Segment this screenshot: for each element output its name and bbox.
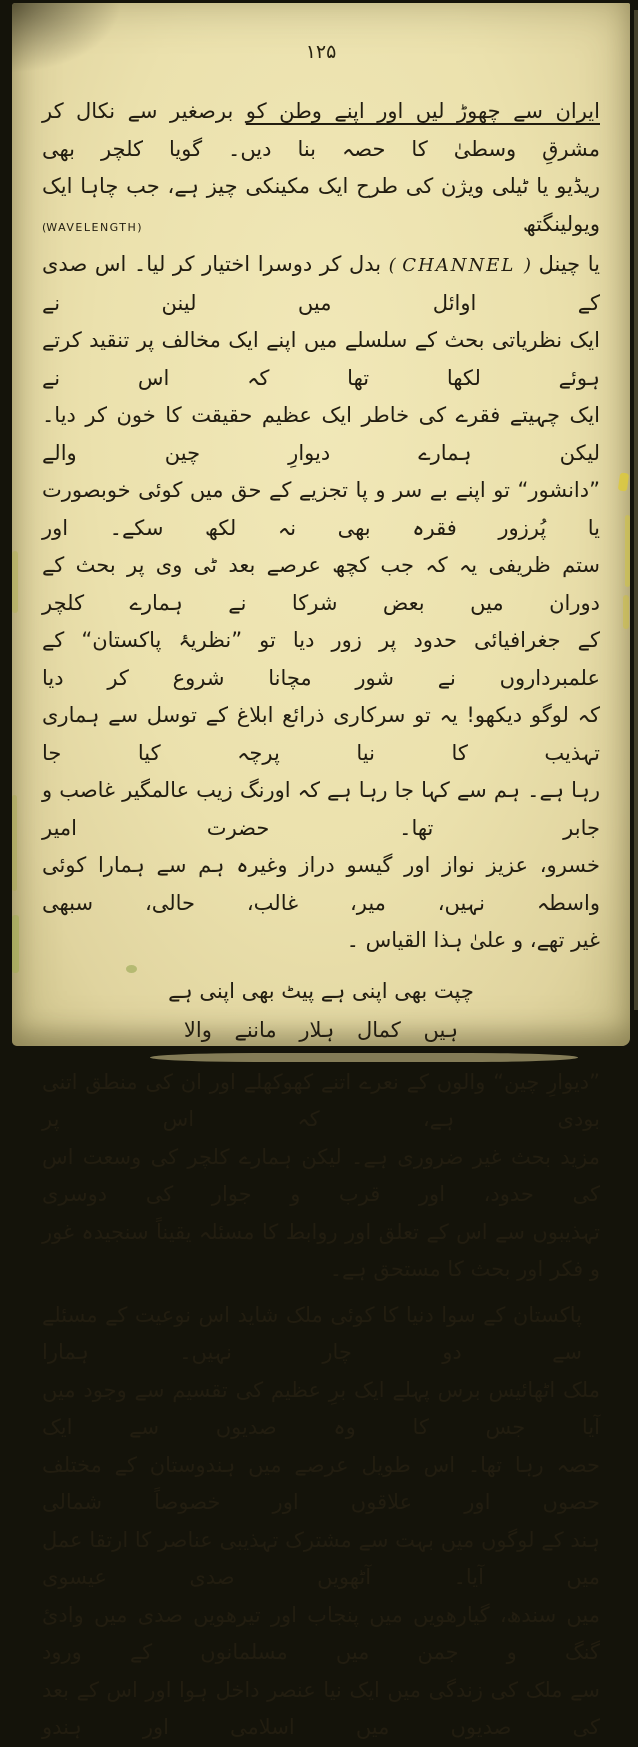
scan-page-edge bbox=[634, 10, 638, 1010]
text-line bbox=[42, 168, 600, 246]
line-text: بدل کر دوسرا اختیار کر لیا۔ اس صدی کے اوائل میں لینن نے bbox=[42, 252, 600, 315]
text-block bbox=[42, 93, 600, 1747]
text-line: ایک چہیتے فقرے کی خاطر ایک عظیم حقیقت کا خون کر دیا۔ لیکن ہمارے دیوارِ چین والے bbox=[42, 403, 600, 465]
verse-line: ہیں کمال ہلار ماننے والا bbox=[183, 1017, 459, 1042]
ink-smudge bbox=[12, 551, 18, 613]
text-line: ہند کے لوگوں میں بہت سے مشترک تہذیبی عناصر کا ارتقا عمل میں آیا۔ آٹھویں صدی عیسوی bbox=[42, 1527, 600, 1589]
text-line bbox=[42, 246, 600, 322]
text-line bbox=[42, 93, 600, 168]
text-line: سے ملک کی زندگی میں ایک نیا عنصر داخل ہوا اور اس کے بعد کی صدیوں میں اسلامی اور ہندو bbox=[42, 1677, 600, 1739]
text-line: ”دیوارِ چین“ والوں کے نعرے اتنے کھوکھلے اور ان کی منطق اتنی بودی ہے، کہ اس پر bbox=[42, 1069, 600, 1131]
text-line: پاکستان کے سوا دنیا کا کوئی ملک شاید اس نوعیت کے مسئلے سے دو چار نہیں۔ ہمارا bbox=[42, 1302, 582, 1364]
text-line: حصہ رہا تھا۔ اس طویل عرصے میں ہندوستان کے مختلف حصوں اور علاقوں اور خصوصاً شمالی bbox=[42, 1452, 600, 1514]
text-line: میں سندھ، گیارھویں میں پنجاب اور تیرھویں صدی میں وادیٔ گنگ و جمن میں مسلمانوں کے ورود bbox=[42, 1602, 600, 1664]
text-line: غیر تھے، و علیٰ ہذا القیاس ۔ bbox=[346, 928, 600, 952]
highlighter-mark bbox=[618, 472, 629, 491]
text-line: ایک نظریاتی بحث کے سلسلے میں اپنے ایک مخالف پر تنقید کرتے ہوئے لکھا تھا کہ اس نے bbox=[42, 328, 600, 390]
highlighter-mark bbox=[623, 595, 629, 629]
text-line: ”دانشور“ تو اپنے بے سر و پا تجزیے کے حق میں کوئی خوبصورت یا پُرزور فقرہ بھی نہ لکھ سکے۔ اور bbox=[42, 478, 600, 540]
ink-smudge bbox=[12, 795, 17, 891]
text-line: مزید بحث غیر ضروری ہے۔ لیکن ہمارے کلچر کی وسعت اس کی حدود، اور قرب و جوار کی دوسری bbox=[42, 1144, 600, 1206]
text-line: خسرو، عزیز نواز اور گیسو دراز وغیرہ ہم سے ہمارا کوئی واسطہ نہیں، میر، غالب، حالی، سبھی bbox=[42, 853, 600, 915]
line-text: یا چینل bbox=[538, 252, 600, 276]
book-page bbox=[12, 3, 630, 1739]
english-term-wavelength: (WAVELENGTH) bbox=[42, 220, 142, 234]
verse-line: چپت بھی اپنی ہے پیٹ بھی اپنی ہے bbox=[168, 978, 474, 1003]
ink-smudge bbox=[12, 915, 19, 973]
text-line: ملک اٹھائیس برس پہلے ایک برِ عظیم کی تقسیم سے وجود میں آیا جس کا وہ صدیوں سے ایک bbox=[42, 1377, 600, 1439]
text-line: کہ لوگو دیکھو! یہ تو سرکاری ذرائع ابلاغ کے توسل سے ہماری تہذیب کا نیا پرچہ کیا جا bbox=[42, 703, 600, 765]
line-text: ریڈیو یا ٹیلی ویژن کی طرح ایک مکینکی چیز ہے، جب چاہا ایک ویولینگتھ bbox=[42, 174, 600, 236]
english-term-channel: ( CHANNEL ) bbox=[388, 255, 532, 276]
text-line: کے جغرافیائی حدود پر زور دیا تو ”نظریۂ پاکستان“ کے علمبرداروں نے شور مچانا شروع کر دیا bbox=[42, 628, 600, 690]
underlined-phrase: ایران سے چھوڑ لیں اور اپنے وطن کو bbox=[245, 99, 600, 123]
page-number: ۱۲۵ bbox=[305, 41, 337, 63]
page-bottom-edge bbox=[150, 1053, 578, 1062]
text-line: تہذیبوں سے اس کے تعلق اور روابط کا مسئلہ یقیناً سنجیدہ غور و فکر اور بحث کا مستحق ہے۔ bbox=[42, 1219, 600, 1281]
highlighter-mark bbox=[625, 515, 630, 587]
line-text: برصغیر سے نکال کر مشرقِ وسطیٰ کا حصہ بنا دیں۔ گویا کلچر بھی bbox=[42, 99, 600, 161]
text-line: رہا ہے۔ ہم سے کہا جا رہا ہے کہ اورنگ زیب عالمگیر غاصب و جابر تھا۔ حضرت امیر bbox=[42, 778, 600, 840]
text-line: ستم ظریفی یہ کہ جب کچھ عرصے بعد ٹی وی پر بحث کے دوران میں بعض شرکا نے ہمارے کلچر bbox=[42, 553, 600, 615]
